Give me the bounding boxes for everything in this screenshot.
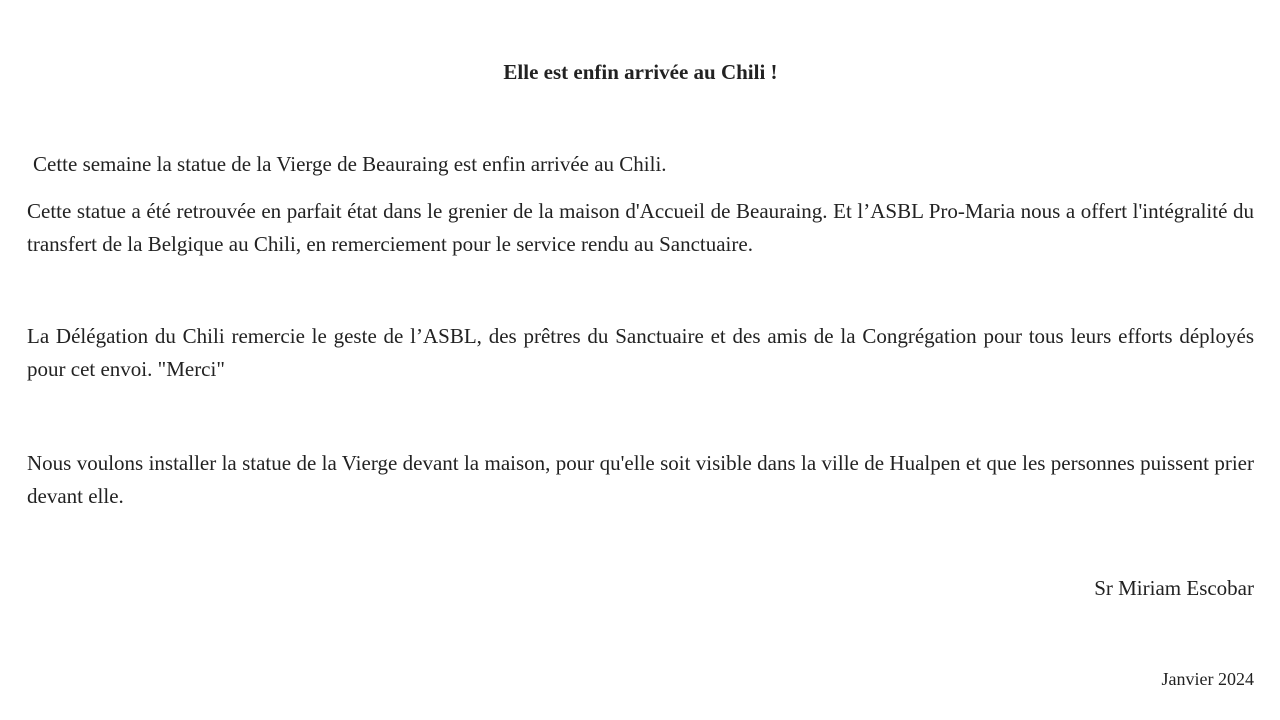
signature: Sr Miriam Escobar xyxy=(1094,576,1254,600)
paragraph-statue-found: Cette statue a été retrouvée en parfait état dans le grenier de la maison d'Accueil de Beauraing. Et l’ASBL Pro-Maria nous a offert l'intégralité du transfert de la Belgique au Chili, en remerciement pour le service rendu au Sanctuaire. xyxy=(27,199,1254,256)
document-title: Elle est enfin arrivée au Chili ! xyxy=(503,60,778,84)
document-page xyxy=(27,0,1254,720)
paragraph-thanks: La Délégation du Chili remercie le geste de l’ASBL, des prêtres du Sanctuaire et des amis de la Congrégation pour tous leurs efforts déployés pour cet envoi. "Merci" xyxy=(27,324,1254,381)
document-date: Janvier 2024 xyxy=(1161,669,1254,689)
paragraph-installation: Nous voulons installer la statue de la Vierge devant la maison, pour qu'elle soit visible dans la ville de Hualpen et que les personnes puissent prier devant elle. xyxy=(27,451,1254,508)
paragraph-intro: Cette semaine la statue de la Vierge de Beauraing est enfin arrivée au Chili. xyxy=(33,152,667,176)
